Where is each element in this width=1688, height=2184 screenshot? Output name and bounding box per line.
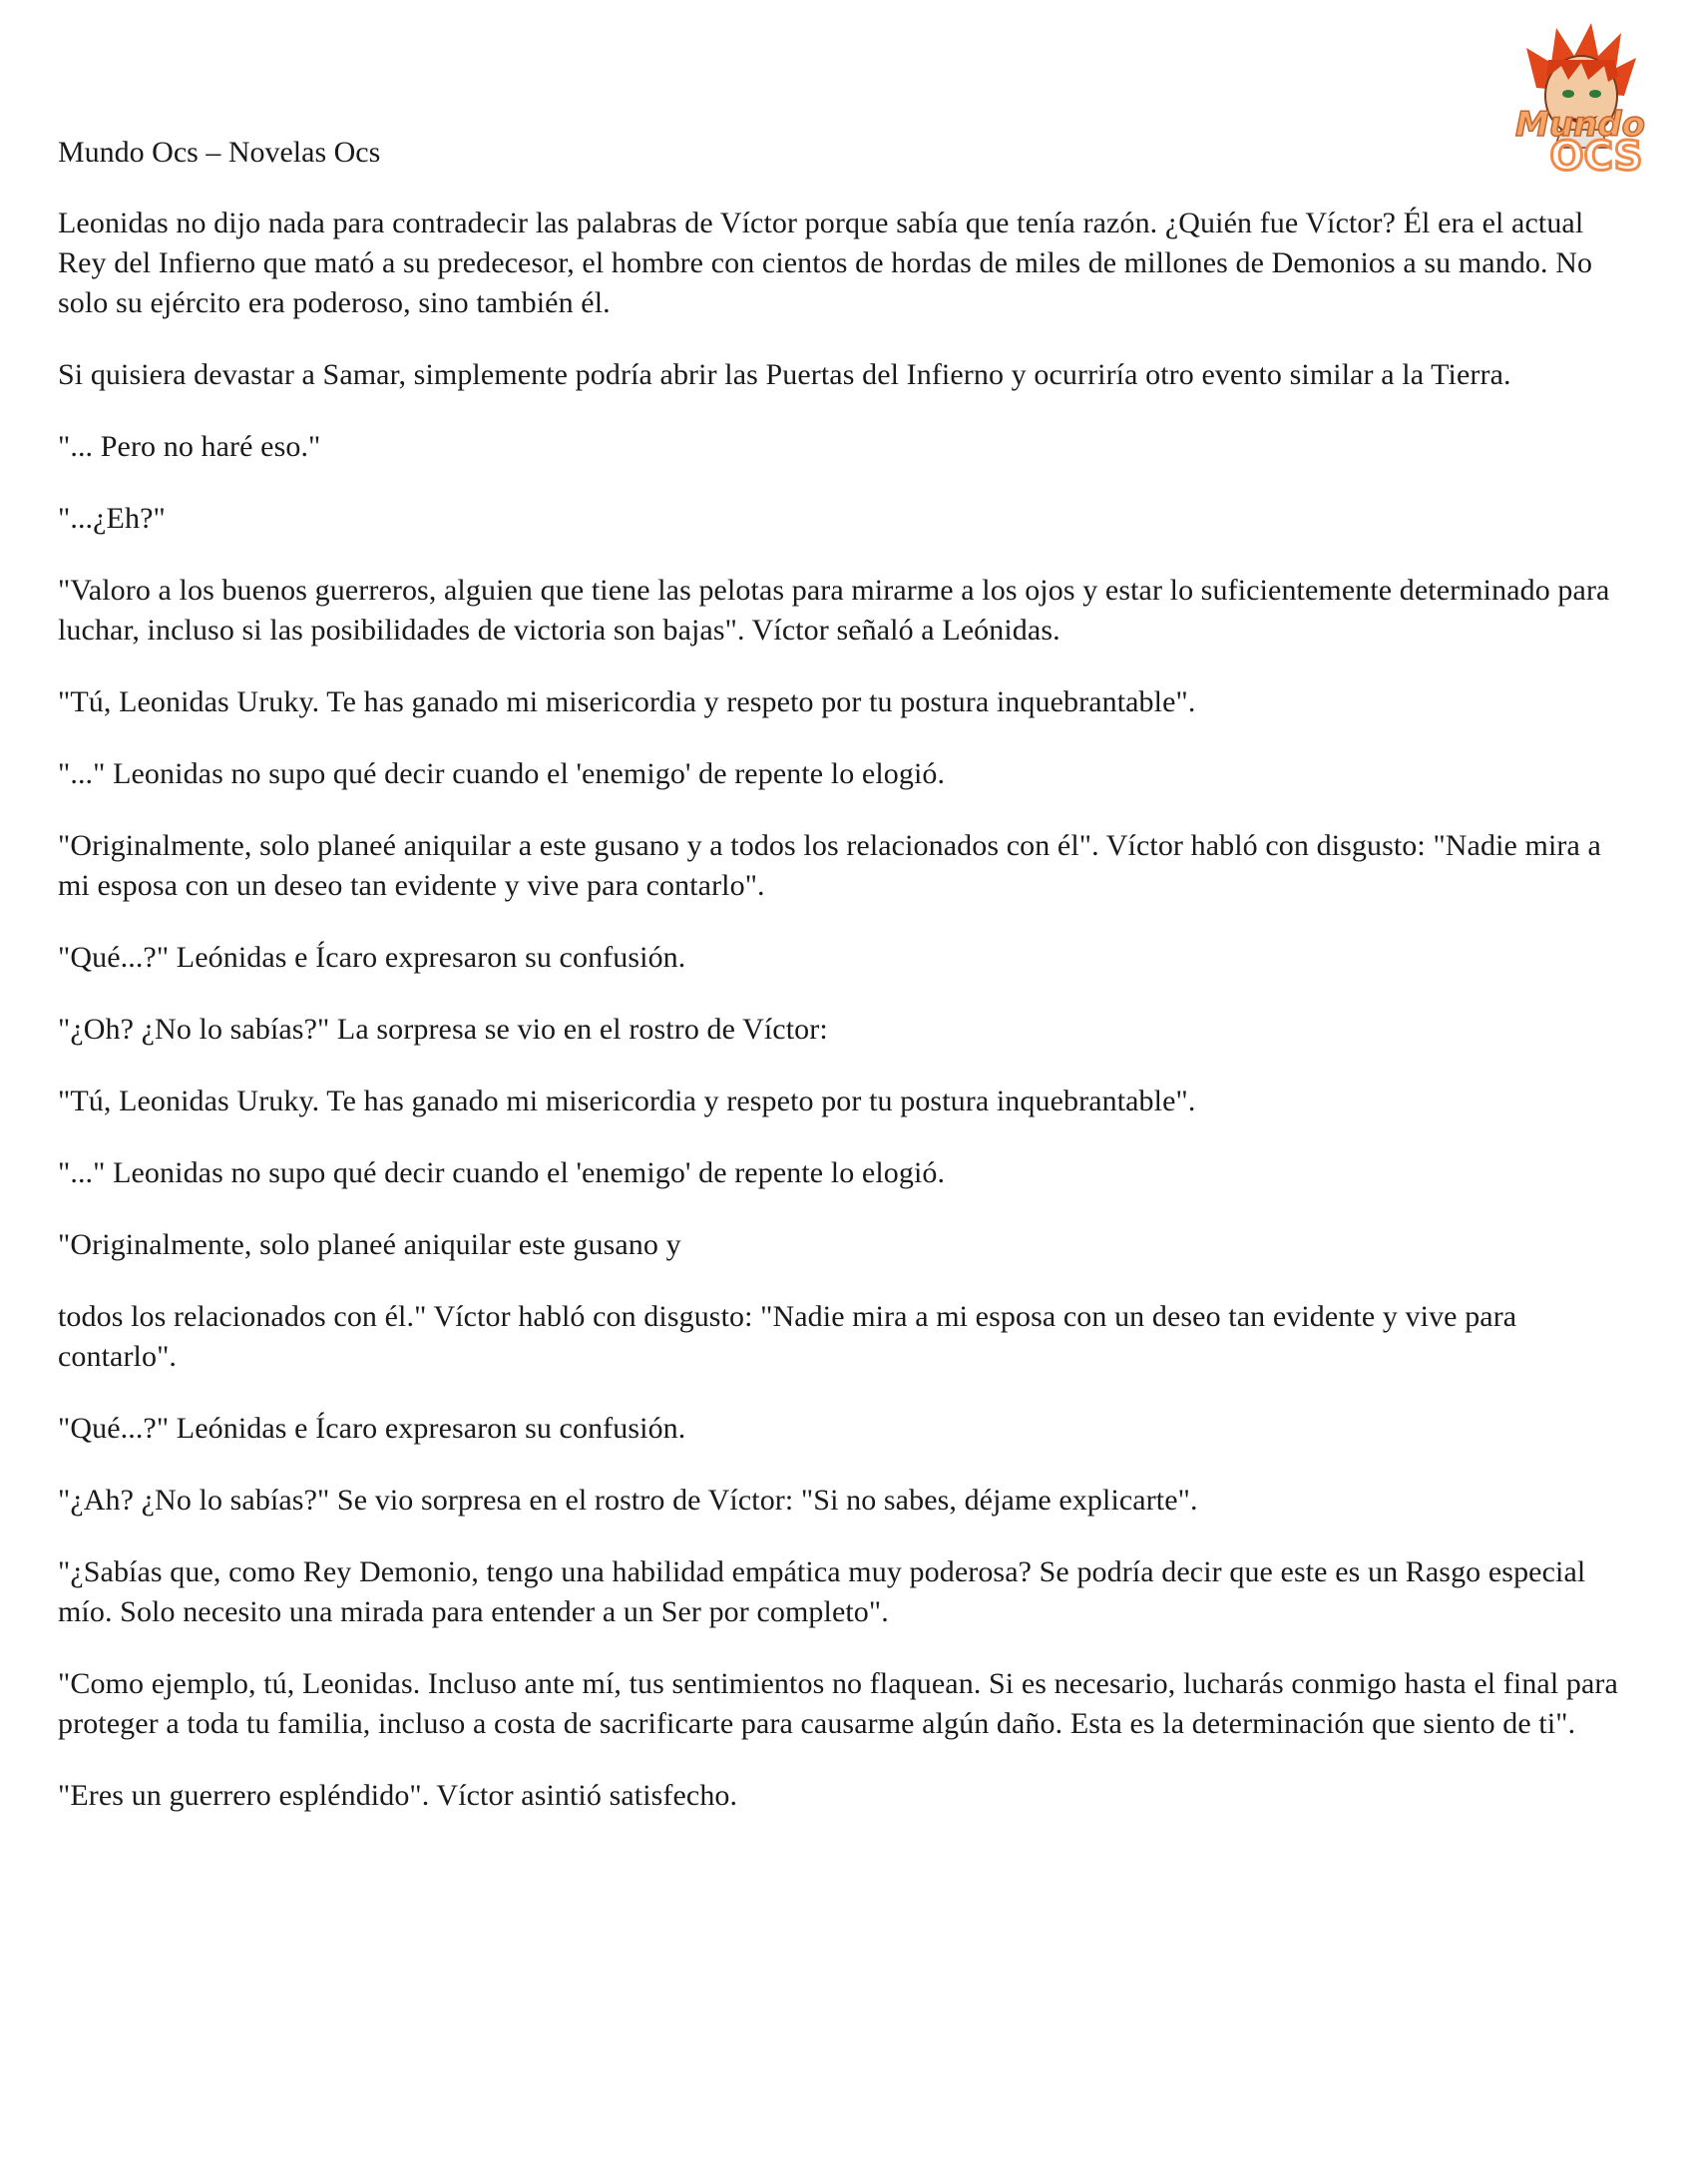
paragraph: "..." Leonidas no supo qué decir cuando el 'enemigo' de repente lo elogió. bbox=[58, 1156, 946, 1189]
site-title: Mundo Ocs – Novelas Ocs bbox=[58, 136, 381, 169]
paragraph: "¿Oh? ¿No lo sabías?" La sorpresa se vio en el rostro de Víctor: bbox=[58, 1013, 828, 1046]
logo-text-mundo: Mundo bbox=[1515, 105, 1645, 145]
paragraph: "..." Leonidas no supo qué decir cuando el 'enemigo' de repente lo elogió. bbox=[58, 757, 946, 790]
paragraph: "Tú, Leonidas Uruky. Te has ganado mi misericordia y respeto por tu postura inquebrantable". bbox=[58, 1085, 1196, 1117]
paragraph: "Tú, Leonidas Uruky. Te has ganado mi misericordia y respeto por tu postura inquebrantable". bbox=[58, 685, 1196, 718]
paragraph: todos los relacionados con él." Víctor habló con disgusto: "Nadie mira a mi esposa con un deseo tan evidente y vive para contarlo". bbox=[58, 1300, 1517, 1373]
paragraph: "Eres un guerrero espléndido". Víctor asintió satisfecho. bbox=[58, 1779, 738, 1812]
logo-text-ocs: OCS bbox=[1549, 134, 1643, 178]
paragraph: "...¿Eh?" bbox=[58, 502, 166, 535]
mundo-ocs-logo bbox=[1496, 18, 1664, 178]
novel-text bbox=[58, 204, 1636, 1848]
paragraph: "¿Ah? ¿No lo sabías?" Se vio sorpresa en el rostro de Víctor: "Si no sabes, déjame explicarte". bbox=[58, 1484, 1198, 1517]
paragraph: "Valoro a los buenos guerreros, alguien que tiene las pelotas para mirarme a los ojos y estar lo suficientemente determinado para luchar, incluso si las posibilidades de victoria son bajas". Víctor señaló a Leónidas. bbox=[58, 574, 1610, 647]
paragraph: "Qué...?" Leónidas e Ícaro expresaron su confusión. bbox=[58, 1412, 686, 1445]
paragraph: "Qué...?" Leónidas e Ícaro expresaron su confusión. bbox=[58, 941, 686, 974]
paragraph: Si quisiera devastar a Samar, simplemente podría abrir las Puertas del Infierno y ocurriría otro evento similar a la Tierra. bbox=[58, 358, 1511, 391]
paragraph: "... Pero no haré eso." bbox=[58, 430, 321, 463]
paragraph: "Originalmente, solo planeé aniquilar este gusano y bbox=[58, 1228, 681, 1261]
paragraph: "Como ejemplo, tú, Leonidas. Incluso ante mí, tus sentimientos no flaquean. Si es necesario, lucharás conmigo hasta el final para proteger a toda tu familia, incluso a costa de sacrificarte para causarme algún daño. Esta es la determinación que siento de ti". bbox=[58, 1667, 1618, 1740]
paragraph: Leonidas no dijo nada para contradecir las palabras de Víctor porque sabía que tenía razón. ¿Quién fue Víctor? Él era el actual Rey del Infierno que mató a su predecesor, el hombre con cientos de hordas de miles de millones de Demonios a su mando. No solo su ejército era poderoso, sino también él. bbox=[58, 207, 1593, 319]
paragraph: "Originalmente, solo planeé aniquilar a este gusano y a todos los relacionados con él". Víctor habló con disgusto: "Nadie mira a mi esposa con un deseo tan evidente y vive para contarlo". bbox=[58, 829, 1601, 902]
paragraph: "¿Sabías que, como Rey Demonio, tengo una habilidad empática muy poderosa? Se podría decir que este es un Rasgo especial mío. Solo necesito una mirada para entender a un Ser por completo". bbox=[58, 1555, 1586, 1628]
